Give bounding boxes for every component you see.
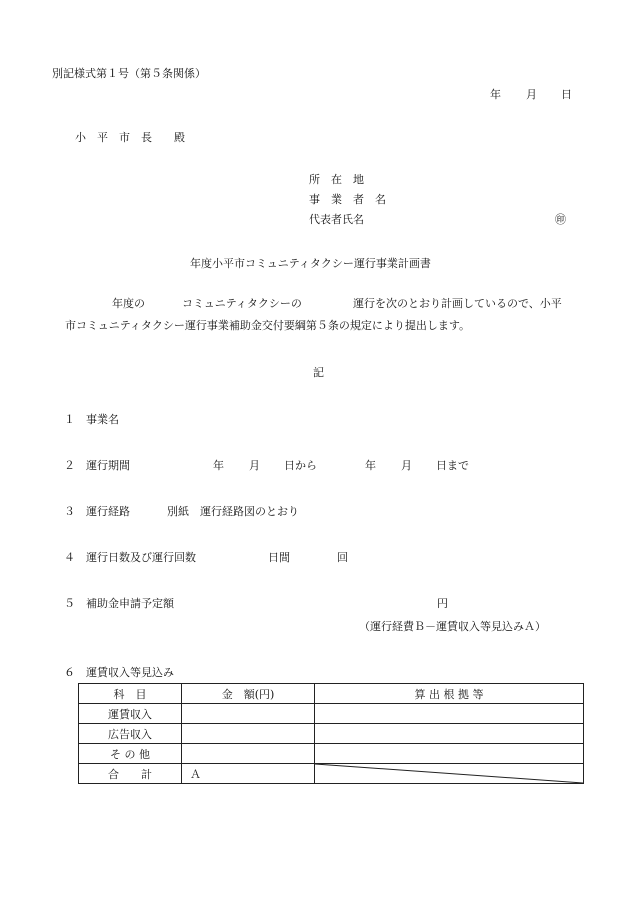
item-5-label: 補助金申請予定額 bbox=[86, 597, 174, 610]
item-2-num: ２ bbox=[64, 459, 75, 472]
item-6-label: 運賃収入等見込み bbox=[86, 666, 174, 679]
row-label: 運賃収入 bbox=[79, 704, 182, 724]
item-3-num: ３ bbox=[64, 505, 75, 518]
body-line1-part2: コミュニティタクシーの bbox=[182, 297, 302, 310]
date-day: 日 bbox=[561, 88, 572, 101]
ki-heading: 記 bbox=[313, 366, 324, 379]
diagonal-strike bbox=[315, 764, 583, 783]
form-label: 別記様式第１号（第５条関係） bbox=[52, 67, 206, 80]
item-4-num: ４ bbox=[64, 551, 75, 564]
row-label: 広告収入 bbox=[79, 724, 182, 744]
item-6-num: ６ bbox=[64, 666, 75, 679]
operation-times: 回 bbox=[337, 551, 348, 564]
row-label: 合 計 bbox=[79, 764, 182, 784]
period-from-year: 年 bbox=[213, 459, 224, 472]
item-3-label: 運行経路 bbox=[86, 505, 130, 518]
table-header-row bbox=[79, 684, 584, 704]
applicant-location: 所 在 地 bbox=[309, 173, 364, 186]
item-1-label: 事業名 bbox=[86, 413, 119, 426]
table-row bbox=[79, 744, 584, 764]
period-to-day: 日まで bbox=[436, 459, 469, 472]
item-4-label: 運行日数及び運行回数 bbox=[86, 551, 196, 564]
date-month: 月 bbox=[526, 88, 537, 101]
revenue-table bbox=[78, 683, 584, 784]
period-to-year: 年 bbox=[365, 459, 376, 472]
date-year: 年 bbox=[490, 88, 501, 101]
amount-cell[interactable] bbox=[182, 724, 315, 744]
table-row-total bbox=[79, 764, 584, 784]
table-row bbox=[79, 724, 584, 744]
applicant-representative: 代表者氏名 bbox=[309, 213, 364, 226]
basis-cell[interactable] bbox=[315, 744, 584, 764]
amount-cell[interactable] bbox=[182, 704, 315, 724]
subsidy-note: （運行経費Ｂ－運賃収入等見込みＡ） bbox=[359, 620, 546, 633]
operation-days: 日間 bbox=[268, 551, 290, 564]
header-basis: 算 出 根 拠 等 bbox=[315, 684, 584, 704]
item-1-num: １ bbox=[64, 413, 75, 426]
header-amount: 金 額(円) bbox=[182, 684, 315, 704]
item-5-num: ５ bbox=[64, 597, 75, 610]
item-2-label: 運行期間 bbox=[86, 459, 130, 472]
subsidy-unit: 円 bbox=[437, 597, 448, 610]
total-amount-cell: Ａ bbox=[182, 764, 315, 784]
basis-cell-struck bbox=[315, 764, 584, 784]
basis-cell[interactable] bbox=[315, 724, 584, 744]
seal-mark: ㊞ bbox=[555, 213, 566, 226]
body-line1-part1: 年度の bbox=[112, 297, 145, 310]
table-row bbox=[79, 704, 584, 724]
basis-cell[interactable] bbox=[315, 704, 584, 724]
period-from-day: 日から bbox=[284, 459, 317, 472]
body-line1-part3: 運行を次のとおり計画しているので、小平 bbox=[353, 297, 562, 310]
document-title: 年度小平市コミュニティタクシー運行事業計画書 bbox=[190, 257, 431, 270]
applicant-business-name: 事 業 者 名 bbox=[309, 193, 386, 206]
addressee: 小 平 市 長 殿 bbox=[75, 131, 185, 144]
period-to-month: 月 bbox=[401, 459, 412, 472]
body-line2: 市コミュニティタクシー運行事業補助金交付要綱第５条の規定により提出します。 bbox=[65, 319, 471, 332]
amount-cell[interactable] bbox=[182, 744, 315, 764]
route-value: 別紙 運行経路図のとおり bbox=[167, 505, 299, 518]
header-subject: 科 目 bbox=[79, 684, 182, 704]
period-from-month: 月 bbox=[249, 459, 260, 472]
row-label: そ の 他 bbox=[79, 744, 182, 764]
